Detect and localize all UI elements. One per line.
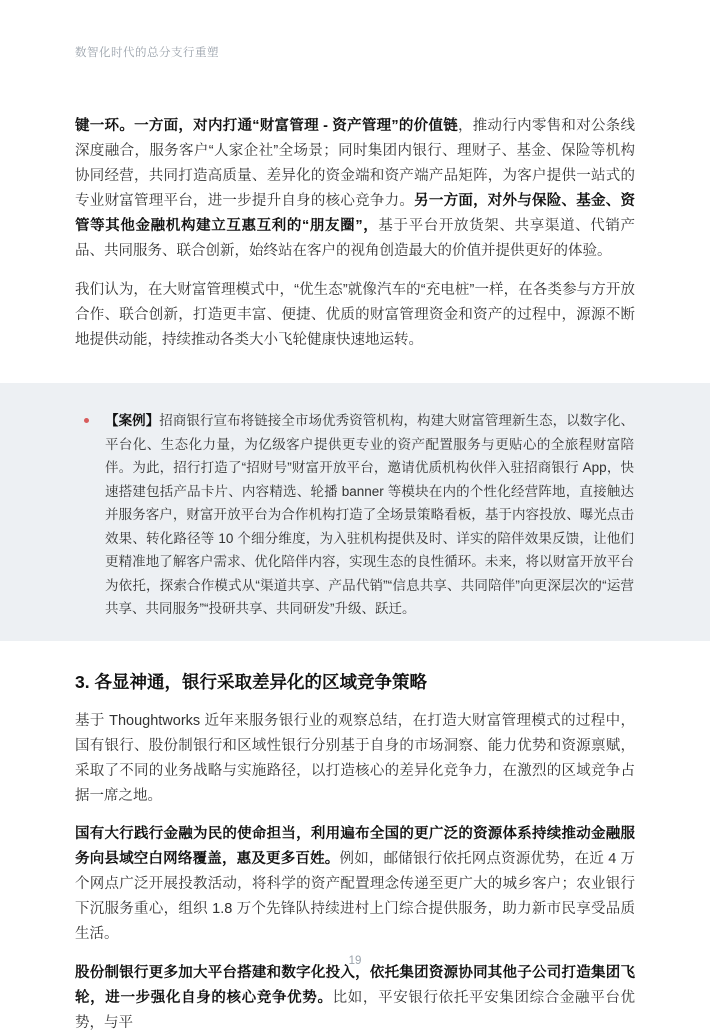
case-text	[105, 409, 634, 621]
case-callout-box	[0, 383, 710, 641]
paragraph-observation: 基于 Thoughtworks 近年来服务银行业的观察总结，在打造大财富管理模式的过程中，国有银行、股份制银行和区域性银行分别基于自身的市场洞察、能力优势和资源禀赋，采取了不同的业务战略与实施路径，以打造核心的差异化竞争力，在激烈的区域竞争占据一席之地。	[75, 712, 635, 804]
case-label: 【案例】	[105, 413, 160, 428]
text-segment: ，推动行内零售和对公条线深度融合，服务客户“人家企社”全场景；同时集团内银行、理财子、基金、保险等机构协同经营，共同打造高质量、差异化的资金端和资产端产品矩阵，为客户提供一站式的专业财富管理平台，进一步提升自身的核心竞争力。	[75, 118, 636, 209]
section-heading: 3. 各显神通，银行采取差异化的区域竞争策略	[75, 671, 427, 692]
running-header: 数智化时代的总分支行重塑	[75, 47, 219, 59]
paragraph-joint-stock-banks	[75, 961, 635, 1036]
text-segment: 例如，邮储银行依托网点资源优势，在近 4 万个网点广泛开展投教活动，将科学的资产配置理念传递至更广大的城乡客户；农业银行下沉服务重心，组织 1.8 万个先锋队持续进村上门综合提供服务，助力新市民享受品质生活。	[75, 850, 636, 942]
page-number: 19	[348, 955, 362, 967]
paragraph-ecosystem: 我们认为，在大财富管理模式中，“优生态”就像汽车的“充电桩”一样，在各类参与方开放合作、联合创新，打造更丰富、便捷、优质的财富管理资金和资产的过程中，源源不断地提供动能，持续推动各类大小飞轮健康快速地运转。	[75, 282, 635, 348]
paragraph-state-banks	[75, 822, 635, 947]
text-segment: 比如，平安银行依托平安集团综合金融平台优势，与平	[75, 989, 636, 1031]
text-segment: 另一方面，对外与保险、基金、资管等其他金融机构建立互惠互利的“朋友圈”，	[75, 193, 635, 234]
text-segment: 招商银行宣布将链接全市场优秀资管机构，构建大财富管理新生态，以数字化、平台化、生态化力量，为亿级客户提供更专业的资产配置服务与更贴心的全旅程财富陪伴。为此，招行打造了“招财号”财富开放平台，邀请优质机构伙伴入驻招商银行 App，快速搭建包括产品卡片、内容精选、轮播 banner 等模块在内的个性化经营阵地，直接触达并服务客户，财富开放平台为合作机构打造了全场景策略看板，基于内容投放、曝光点击效果、转化路径等 10 个细分维度，为入驻机构提供及时、详实的陪伴效果反馈，让他们更精准地了解客户需求、优化陪伴内容，实现生态的良性循环。未来，将以财富开放平台为依托，探索合作模式从“渠道共享、产品代销”“信息共享、共同陪伴”向更深层次的“运营共享、共同服务”“投研共享、共同研发”升级、跃迁。	[105, 413, 635, 616]
text-segment: 股份制银行更多加大平台搭建和数字化投入，依托集团资源协同其他子公司打造集团飞轮，进一步强化自身的核心竞争优势。	[75, 964, 635, 1006]
text-segment: 国有大行践行金融为民的使命担当，利用遍布全国的更广泛的资源体系持续推动金融服务向县域空白网络覆盖，惠及更多百姓。	[75, 825, 635, 867]
text-segment: 基于平台开放货架、共享渠道、代销产品、共同服务、联合创新，始终站在客户的视角创造最大的价值并提供更好的体验。	[75, 218, 636, 259]
text-segment: 键一环。一方面，对内打通“财富管理 - 资产管理”的价值链	[75, 118, 459, 134]
paragraph-value-chain	[75, 114, 635, 264]
bullet-icon	[84, 418, 89, 423]
